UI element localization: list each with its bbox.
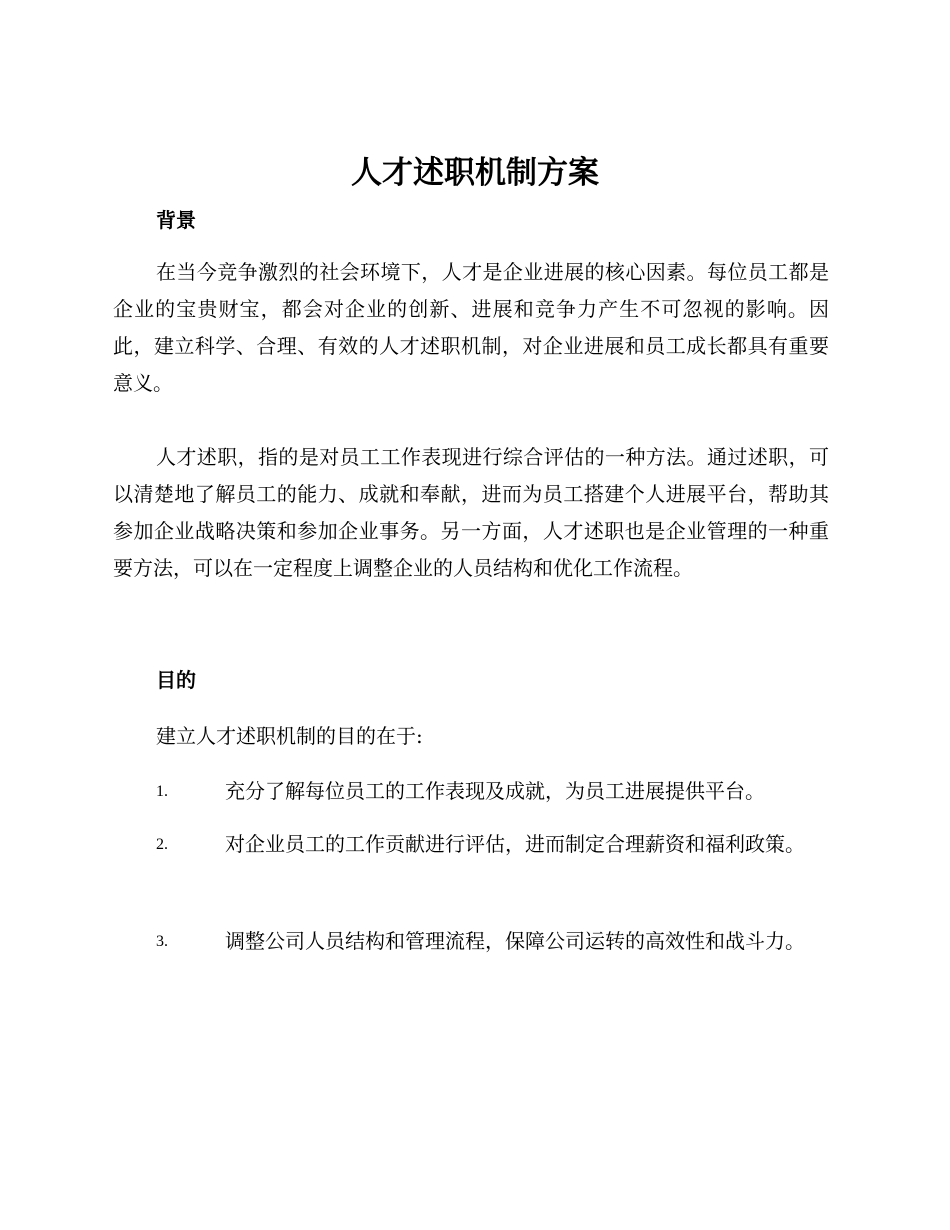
list-item xyxy=(113,770,829,813)
list-item-text: 对企业员工的工作贡献进行评估，进而制定合理薪资和福利政策。 xyxy=(225,832,805,856)
list-item-number: 3. xyxy=(156,933,168,950)
list-item-number: 1. xyxy=(156,783,168,800)
background-paragraph-2: 人才述职，指的是对员工工作表现进行综合评估的一种方法。通过述职，可以清楚地了解员工的能力、成就和奉献，进而为员工搭建个人进展平台，帮助其参加企业战略决策和参加企业事务。另一方面，人才述职也是企业管理的一种重要方法，可以在一定程度上调整企业的人员结构和优化工作流程。 xyxy=(113,445,829,580)
purpose-intro: 建立人才述职机制的目的在于: xyxy=(156,724,423,748)
list-item xyxy=(113,823,829,866)
list-item xyxy=(113,920,829,963)
background-paragraph-1: 在当今竞争激烈的社会环境下，人才是企业进展的核心因素。每位员工都是企业的宝贵财宝，都会对企业的创新、进展和竞争力产生不可忽视的影响。因此，建立科学、合理、有效的人才述职机制，对企业进展和员工成长都具有重要意义。 xyxy=(113,260,829,395)
document-title: 人才述职机制方案 xyxy=(351,155,599,191)
section-heading-purpose: 目的 xyxy=(156,668,196,692)
list-item-number: 2. xyxy=(156,836,168,853)
section-heading-background: 背景 xyxy=(156,208,196,232)
list-item-text: 充分了解每位员工的工作表现及成就，为员工进展提供平台。 xyxy=(225,779,765,803)
list-item-text: 调整公司人员结构和管理流程，保障公司运转的高效性和战斗力。 xyxy=(225,929,805,953)
